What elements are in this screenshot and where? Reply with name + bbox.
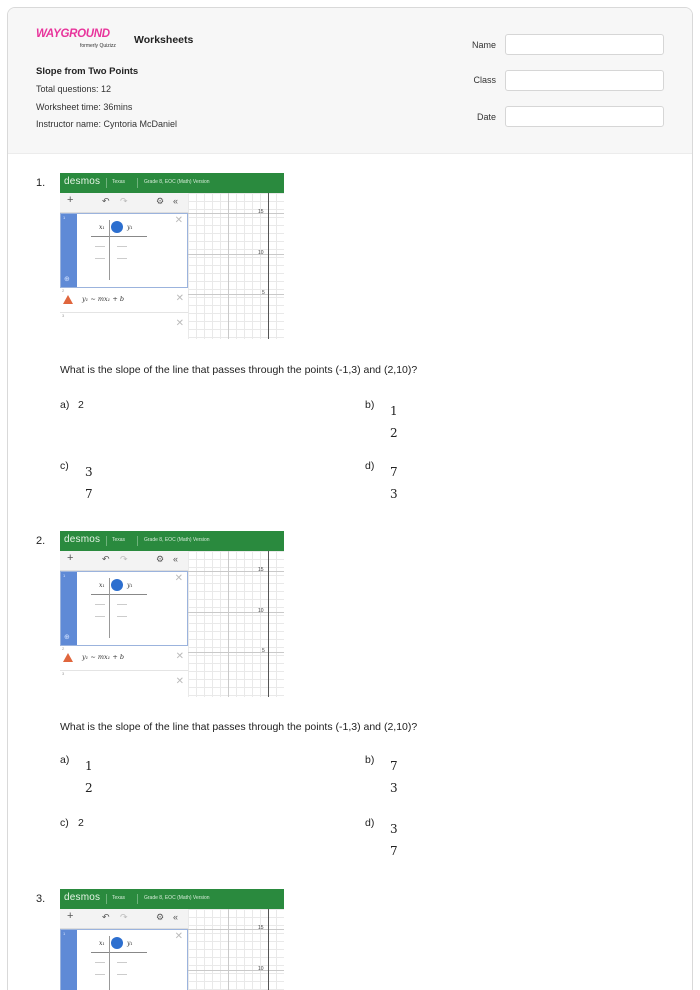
total-questions: Total questions: 12 (36, 84, 112, 94)
wayground-logo (36, 28, 128, 56)
worksheet-time: Worksheet time: 36mins (36, 102, 133, 112)
gridline (188, 652, 284, 653)
point-style-icon (111, 221, 123, 233)
desmos-tag-state: Texas (112, 537, 126, 543)
gridline (188, 970, 284, 971)
option-label: d) (365, 817, 375, 829)
regression-formula: y₁ ~ mx₁ + b (82, 653, 125, 661)
collapse-icon: « (173, 196, 179, 206)
fraction-denominator: 7 (390, 844, 398, 858)
option-label: a) (60, 399, 70, 411)
table-cell (117, 258, 127, 259)
undo-icon: ↶ (102, 196, 110, 206)
zoom-fit-icon: ⊕ (64, 634, 70, 641)
gridline (188, 571, 284, 572)
table-header-x: x₁ (99, 224, 105, 231)
desmos-header-bar (60, 173, 284, 193)
fraction-numerator: 1 (85, 759, 93, 773)
fraction-denominator: 7 (85, 487, 93, 501)
fraction-numerator: 7 (390, 759, 398, 773)
fraction-denominator: 2 (85, 781, 93, 795)
gridline (188, 612, 284, 613)
table-header-y: y₁ (127, 224, 133, 231)
expression-stripe (61, 930, 77, 990)
desmos-table-expression (60, 929, 188, 990)
instructor-name: Instructor name: Cyntoria McDaniel (36, 119, 178, 129)
gridline (188, 929, 284, 930)
y-axis (268, 551, 269, 697)
desmos-regression-expression (60, 288, 188, 313)
desmos-empty-expression (60, 671, 188, 697)
desmos-table-expression (60, 571, 188, 646)
table-cell (117, 962, 127, 963)
table-cell (95, 246, 105, 247)
y-axis (268, 909, 269, 990)
plus-icon: + (67, 910, 74, 922)
close-icon: ✕ (174, 573, 183, 584)
fraction-numerator: 3 (85, 465, 93, 479)
undo-icon: ↶ (102, 912, 110, 922)
close-icon: ✕ (174, 215, 183, 226)
table-rule (109, 936, 110, 990)
desmos-logo: desmos (64, 534, 101, 545)
point-style-icon (111, 579, 123, 591)
table-rule (91, 952, 147, 953)
y-axis (268, 193, 269, 339)
worksheet-page (7, 7, 693, 990)
y-tick-label: 15 (258, 925, 264, 931)
fraction-denominator: 2 (390, 426, 398, 440)
table-rule (91, 594, 147, 595)
redo-icon: ↷ (120, 196, 128, 206)
table-rule (109, 220, 110, 280)
y-tick-label: 10 (258, 250, 264, 256)
desmos-expression-panel (60, 193, 188, 339)
class-label: Class (473, 75, 496, 85)
desmos-tag-state: Texas (112, 179, 126, 185)
option-label: d) (365, 460, 375, 472)
fraction-numerator: 7 (390, 465, 398, 479)
option-label: b) (365, 399, 375, 411)
logo-brand: WAYGROUND (36, 28, 110, 40)
desmos-tag-version: Grade 8, EOC (Math) Version (144, 537, 210, 543)
divider (137, 536, 138, 546)
undo-icon: ↶ (102, 554, 110, 564)
gridline (188, 294, 284, 295)
divider (137, 178, 138, 188)
gridline (188, 254, 284, 255)
date-field[interactable] (505, 106, 664, 127)
row-index: 1 (63, 931, 66, 936)
question-number: 2. (36, 535, 46, 547)
gridline (188, 213, 284, 214)
redo-icon: ↷ (120, 912, 128, 922)
y-tick-label: 10 (258, 966, 264, 972)
table-cell (95, 258, 105, 259)
gridline (228, 193, 229, 339)
option-label: a) (60, 754, 70, 766)
fraction-denominator: 3 (390, 781, 398, 795)
point-style-icon (111, 937, 123, 949)
close-icon: ✕ (175, 651, 184, 662)
warning-icon (63, 295, 73, 304)
desmos-tag-version: Grade 8, EOC (Math) Version (144, 895, 210, 901)
table-rule (109, 578, 110, 638)
divider (137, 894, 138, 904)
fraction-denominator: 3 (390, 487, 398, 501)
option-label: c) (60, 817, 69, 829)
table-cell (95, 962, 105, 963)
desmos-empty-expression (60, 313, 188, 339)
gridline (228, 551, 229, 697)
question-number: 1. (36, 177, 46, 189)
table-cell (117, 246, 127, 247)
close-icon: ✕ (175, 293, 184, 304)
row-index: 1 (63, 573, 66, 578)
table-cell (95, 604, 105, 605)
option-label: b) (365, 754, 375, 766)
close-icon: ✕ (174, 931, 183, 942)
zoom-fit-icon: ⊕ (64, 276, 70, 283)
y-tick-label: 10 (258, 608, 264, 614)
gridline (228, 909, 229, 990)
app-title: Worksheets (134, 34, 194, 46)
fraction-numerator: 1 (390, 404, 398, 418)
table-cell (117, 616, 127, 617)
redo-icon: ↷ (120, 554, 128, 564)
date-label: Date (476, 112, 496, 122)
option-value: 2 (78, 817, 84, 829)
divider (106, 536, 107, 546)
option-label: c) (60, 460, 69, 472)
desmos-toolbar (60, 909, 188, 929)
plus-icon: + (67, 194, 74, 206)
table-header-x: x₁ (99, 940, 105, 947)
desmos-tag-version: Grade 8, EOC (Math) Version (144, 179, 210, 185)
desmos-graph (188, 551, 284, 697)
question-number: 3. (36, 893, 46, 905)
row-index: 2 (62, 646, 65, 651)
worksheet-title: Slope from Two Points (36, 66, 139, 77)
desmos-table-expression (60, 213, 188, 288)
desmos-expression-panel (60, 909, 188, 990)
desmos-tag-state: Texas (112, 895, 126, 901)
y-tick-label: 5 (262, 648, 265, 654)
logo-tagline: formerly Quizizz (80, 43, 116, 49)
desmos-logo: desmos (64, 892, 101, 903)
y-tick-label: 5 (262, 290, 265, 296)
y-tick-label: 15 (258, 209, 264, 215)
table-cell (95, 616, 105, 617)
gear-icon: ⚙ (156, 554, 165, 564)
desmos-screenshot (60, 531, 284, 697)
row-index: 2 (62, 288, 65, 293)
gear-icon: ⚙ (156, 196, 165, 206)
question-text: What is the slope of the line that passes through the points (-1,3) and (2,10)? (60, 721, 418, 733)
table-cell (117, 604, 127, 605)
desmos-logo: desmos (64, 176, 101, 187)
desmos-graph (188, 909, 284, 990)
desmos-toolbar (60, 193, 188, 213)
fraction-numerator: 3 (390, 822, 398, 836)
name-field[interactable] (505, 34, 664, 55)
table-cell (95, 974, 105, 975)
table-header-y: y₁ (127, 940, 133, 947)
row-index: 1 (63, 215, 66, 220)
close-icon: ✕ (175, 676, 184, 687)
desmos-header-bar (60, 531, 284, 551)
desmos-table (89, 220, 149, 280)
desmos-screenshot (60, 173, 284, 339)
divider (106, 178, 107, 188)
desmos-toolbar (60, 551, 188, 571)
table-rule (91, 236, 147, 237)
option-value: 2 (78, 399, 84, 411)
desmos-graph (188, 193, 284, 339)
close-icon: ✕ (175, 318, 184, 329)
row-index: 3 (62, 671, 65, 676)
desmos-table (89, 578, 149, 638)
y-tick-label: 15 (258, 567, 264, 573)
divider (106, 894, 107, 904)
gear-icon: ⚙ (156, 912, 165, 922)
question-text: What is the slope of the line that passes through the points (-1,3) and (2,10)? (60, 364, 418, 376)
table-cell (117, 974, 127, 975)
desmos-table (89, 936, 149, 990)
name-label: Name (471, 40, 496, 50)
regression-formula: y₁ ~ mx₁ + b (82, 295, 125, 303)
table-header-x: x₁ (99, 582, 105, 589)
collapse-icon: « (173, 554, 179, 564)
desmos-screenshot (60, 889, 284, 990)
desmos-header-bar (60, 889, 284, 909)
plus-icon: + (67, 552, 74, 564)
desmos-expression-panel (60, 551, 188, 697)
row-index: 3 (62, 313, 65, 318)
table-header-y: y₁ (127, 582, 133, 589)
worksheet-header (8, 8, 692, 154)
collapse-icon: « (173, 912, 179, 922)
warning-icon (63, 653, 73, 662)
class-field[interactable] (505, 70, 664, 91)
desmos-regression-expression (60, 646, 188, 671)
